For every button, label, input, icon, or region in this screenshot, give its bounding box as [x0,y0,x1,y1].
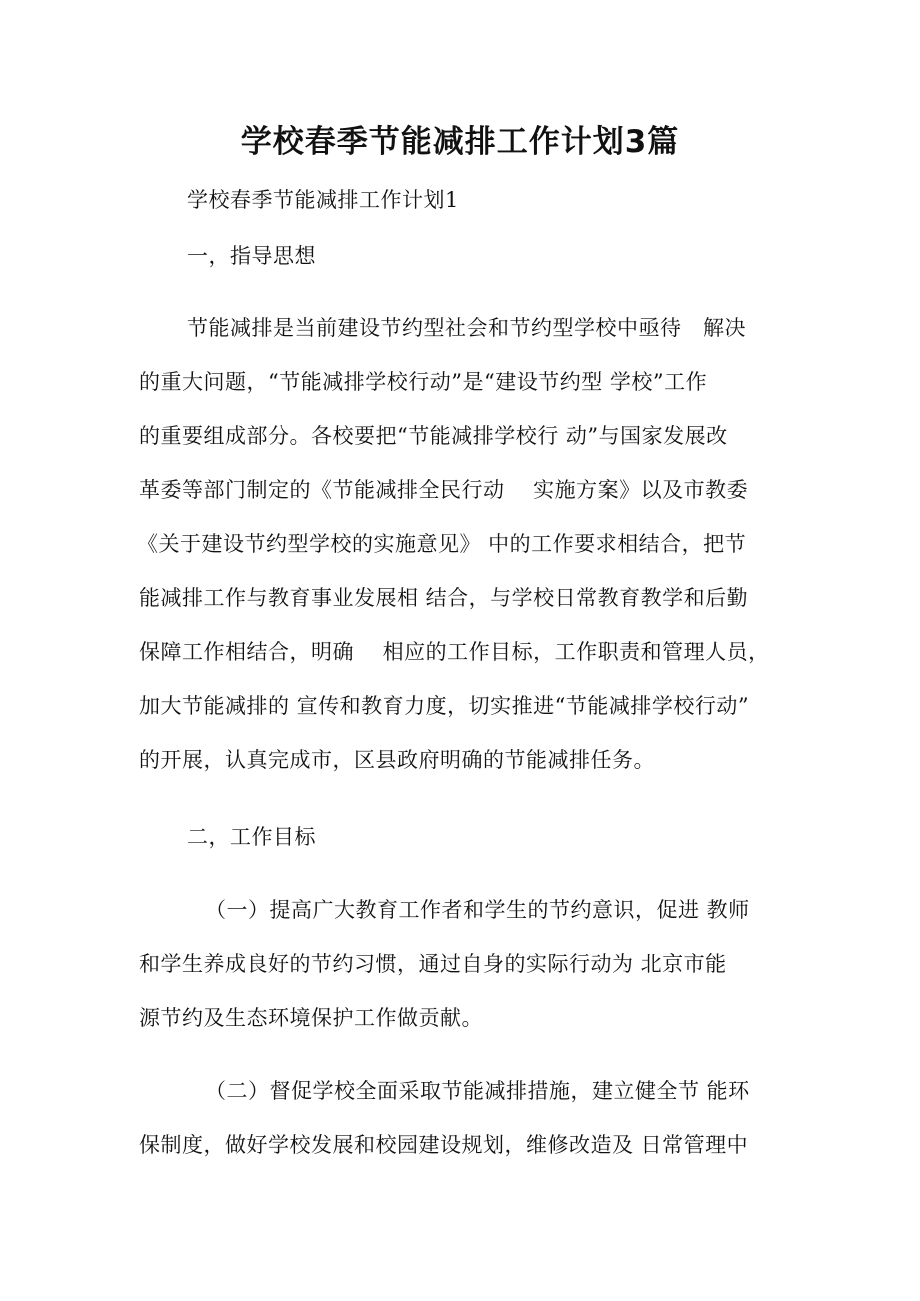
paragraph-line: 的重大问题，“节能减排学校行动”是“建设节约型 学校”工作 [139,370,708,394]
paragraph-line: 节能减排是当前建设节约型社会和节约型学校中亟待 解决 [187,316,746,340]
section-heading-work-goals: 二，工作目标 [187,825,316,849]
paragraph-line: （二）督促学校全面采取节能减排措施，建立健全节 能环 [205,1079,750,1103]
paragraph-line: 保制度，做好学校发展和校园建设规划，维修改造及 日常管理中 [139,1133,749,1157]
paragraph-line: 源节约及生态环境保护工作做贡献。 [139,1006,483,1030]
section-heading-guiding-ideology: 一，指导思想 [187,244,316,268]
paragraph-line: 和学生养成良好的节约习惯，通过自身的实际行动为 北京市能 [139,952,727,976]
paragraph-line: 《关于建设节约型学校的实施意见》 中的工作要求相结合，把节 [137,532,747,556]
paragraph-line: 保障工作相结合，明确 相应的工作目标，工作职责和管理人员， [139,640,770,664]
paragraph-line: 革委等部门制定的《节能减排全民行动 实施方案》以及市教委 [139,478,749,502]
paragraph-line: 加大节能减排的 宣传和教育力度，切实推进“节能减排学校行动” [139,694,750,718]
paragraph-line: 的重要组成部分。各校要把“节能减排学校行 动”与国家发展改 [139,424,728,448]
paragraph-line: 能减排工作与教育事业发展相 结合，与学校日常教育教学和后勤 [139,586,749,610]
document-subtitle: 学校春季节能减排工作计划1 [187,188,459,212]
paragraph-line: 的开展，认真完成市，区县政府明确的节能减排任务。 [139,748,655,772]
document-title: 学校春季节能减排工作计划3篇 [240,124,680,160]
paragraph-line: （一）提高广大教育工作者和学生的节约意识，促进 教师 [205,898,750,922]
